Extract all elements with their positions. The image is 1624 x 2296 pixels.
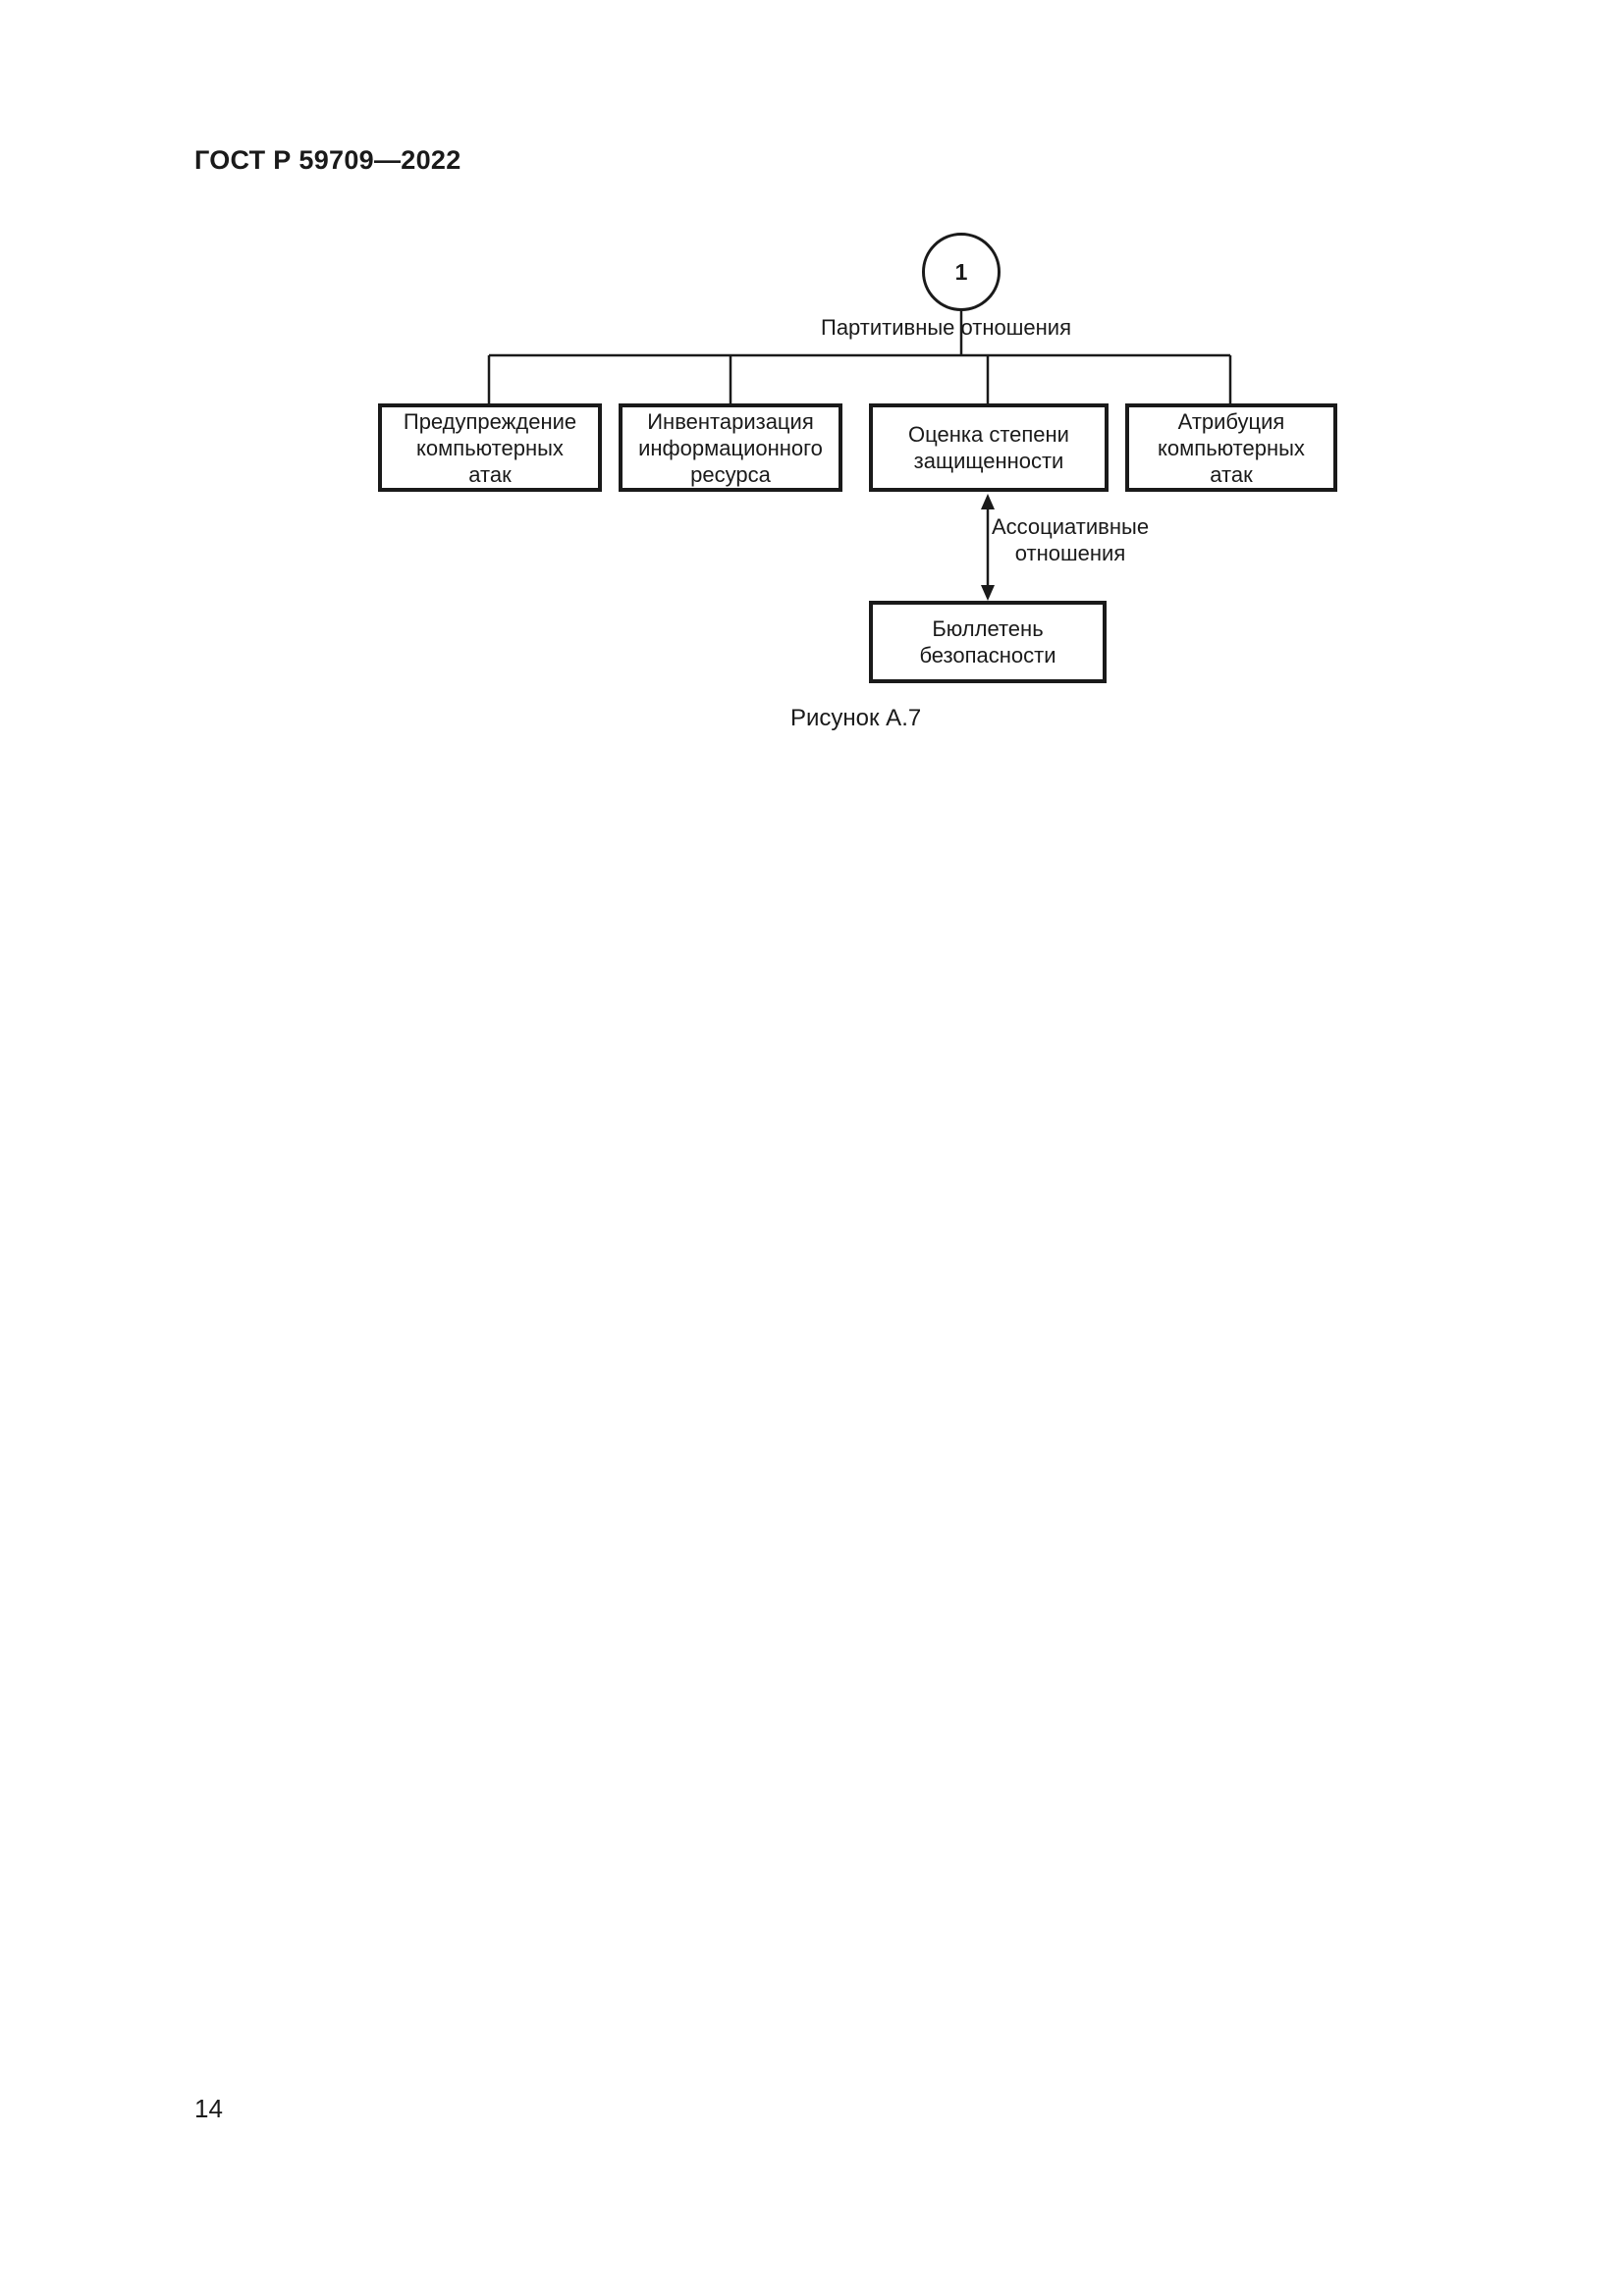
document-header: ГОСТ Р 59709—2022 xyxy=(194,145,461,175)
node-3-line-2: защищенности xyxy=(913,449,1064,473)
node-resource-inventory xyxy=(619,403,842,492)
node-2-line-3: ресурса xyxy=(690,461,771,487)
node-4-line-2: компьютерных xyxy=(1158,435,1305,460)
node-3-line-1: Оценка степени xyxy=(908,422,1069,447)
node-2-line-1: Инвентаризация xyxy=(647,408,814,434)
node-1-line-1: Предупреждение xyxy=(403,408,577,434)
node-4-line-3: атак xyxy=(1210,461,1253,487)
node-2-line-2: информационного xyxy=(638,435,823,460)
associative-label-line-2: отношения xyxy=(1014,541,1126,565)
associative-relations-label xyxy=(992,513,1149,566)
diagram-connectors xyxy=(0,0,1624,766)
figure-caption: Рисунок А.7 xyxy=(790,705,922,731)
figure-diagram xyxy=(0,0,1624,766)
node-5-line-2: безопасности xyxy=(919,643,1056,667)
node-attack-prevention xyxy=(378,403,602,492)
node-attack-attribution xyxy=(1125,403,1337,492)
page-number: 14 xyxy=(194,2094,223,2123)
root-node-label: 1 xyxy=(954,258,968,285)
partitive-relations-label: Партитивные отношения xyxy=(821,315,1071,340)
node-1-line-3: атак xyxy=(468,461,512,487)
root-node-circle xyxy=(922,233,1001,311)
node-security-bulletin xyxy=(869,601,1107,683)
associative-label-line-1: Ассоциативные xyxy=(992,514,1150,539)
node-4-line-1: Атрибуция xyxy=(1177,408,1285,434)
node-5-line-1: Бюллетень xyxy=(932,616,1044,641)
arrowhead-down-icon xyxy=(981,585,995,601)
node-1-line-2: компьютерных xyxy=(416,435,564,460)
arrowhead-up-icon xyxy=(981,494,995,509)
node-security-assessment xyxy=(869,403,1109,492)
